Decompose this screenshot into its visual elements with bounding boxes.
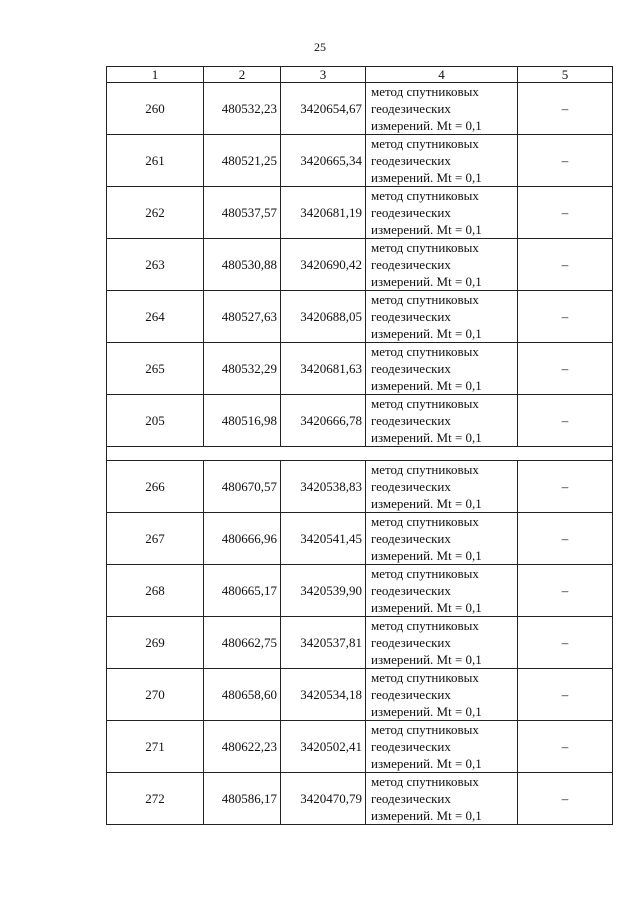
table-header-row — [107, 67, 613, 83]
method-cell: метод спутниковых геодезических измерений. Mt = 0,1 — [366, 83, 518, 135]
x-coordinate-cell: 480666,96 — [204, 513, 281, 565]
y-coordinate-cell: 3420539,90 — [281, 565, 366, 617]
y-coordinate-cell: 3420541,45 — [281, 513, 366, 565]
x-coordinate-cell: 480532,23 — [204, 83, 281, 135]
note-cell: – — [518, 565, 613, 617]
y-coordinate-cell: 3420681,19 — [281, 187, 366, 239]
x-coordinate-cell: 480532,29 — [204, 343, 281, 395]
y-coordinate-cell: 3420534,18 — [281, 669, 366, 721]
note-cell: – — [518, 773, 613, 825]
method-cell: метод спутниковых геодезических измерений. Mt = 0,1 — [366, 721, 518, 773]
point-number-cell: 266 — [107, 461, 204, 513]
point-number-cell: 272 — [107, 773, 204, 825]
coordinates-table — [106, 66, 613, 825]
y-coordinate-cell: 3420690,42 — [281, 239, 366, 291]
y-coordinate-cell: 3420665,34 — [281, 135, 366, 187]
table-row — [107, 721, 613, 773]
y-coordinate-cell: 3420681,63 — [281, 343, 366, 395]
x-coordinate-cell: 480516,98 — [204, 395, 281, 447]
point-number-cell: 271 — [107, 721, 204, 773]
method-cell: метод спутниковых геодезических измерений. Mt = 0,1 — [366, 239, 518, 291]
table-row — [107, 239, 613, 291]
point-number-cell: 267 — [107, 513, 204, 565]
note-cell: – — [518, 721, 613, 773]
table-row — [107, 187, 613, 239]
y-coordinate-cell: 3420666,78 — [281, 395, 366, 447]
point-number-cell: 264 — [107, 291, 204, 343]
method-cell: метод спутниковых геодезических измерений. Mt = 0,1 — [366, 395, 518, 447]
header-col-4: 4 — [366, 67, 518, 83]
method-cell: метод спутниковых геодезических измерений. Mt = 0,1 — [366, 291, 518, 343]
method-cell: метод спутниковых геодезических измерений. Mt = 0,1 — [366, 513, 518, 565]
x-coordinate-cell: 480622,23 — [204, 721, 281, 773]
method-cell: метод спутниковых геодезических измерений. Mt = 0,1 — [366, 617, 518, 669]
y-coordinate-cell: 3420538,83 — [281, 461, 366, 513]
table-row — [107, 461, 613, 513]
x-coordinate-cell: 480521,25 — [204, 135, 281, 187]
point-number-cell: 260 — [107, 83, 204, 135]
method-cell: метод спутниковых геодезических измерений. Mt = 0,1 — [366, 135, 518, 187]
header-col-5: 5 — [518, 67, 613, 83]
x-coordinate-cell: 480530,88 — [204, 239, 281, 291]
point-number-cell: 205 — [107, 395, 204, 447]
note-cell: – — [518, 669, 613, 721]
table-row — [107, 291, 613, 343]
y-coordinate-cell: 3420688,05 — [281, 291, 366, 343]
table-row — [107, 343, 613, 395]
point-number-cell: 270 — [107, 669, 204, 721]
point-number-cell: 265 — [107, 343, 204, 395]
table-row — [107, 773, 613, 825]
header-col-3: 3 — [281, 67, 366, 83]
note-cell: – — [518, 291, 613, 343]
table-row — [107, 565, 613, 617]
point-number-cell: 263 — [107, 239, 204, 291]
x-coordinate-cell: 480670,57 — [204, 461, 281, 513]
x-coordinate-cell: 480527,63 — [204, 291, 281, 343]
header-col-2: 2 — [204, 67, 281, 83]
method-cell: метод спутниковых геодезических измерений. Mt = 0,1 — [366, 773, 518, 825]
note-cell: – — [518, 135, 613, 187]
x-coordinate-cell: 480658,60 — [204, 669, 281, 721]
group-separator-row — [107, 447, 613, 461]
table-row — [107, 135, 613, 187]
note-cell: – — [518, 83, 613, 135]
note-cell: – — [518, 461, 613, 513]
header-col-1: 1 — [107, 67, 204, 83]
table-row — [107, 83, 613, 135]
x-coordinate-cell: 480586,17 — [204, 773, 281, 825]
table-row — [107, 395, 613, 447]
note-cell: – — [518, 187, 613, 239]
note-cell: – — [518, 343, 613, 395]
x-coordinate-cell: 480537,57 — [204, 187, 281, 239]
x-coordinate-cell: 480665,17 — [204, 565, 281, 617]
separator-cell — [107, 447, 613, 461]
y-coordinate-cell: 3420654,67 — [281, 83, 366, 135]
method-cell: метод спутниковых геодезических измерений. Mt = 0,1 — [366, 187, 518, 239]
y-coordinate-cell: 3420537,81 — [281, 617, 366, 669]
point-number-cell: 269 — [107, 617, 204, 669]
note-cell: – — [518, 395, 613, 447]
method-cell: метод спутниковых геодезических измерений. Mt = 0,1 — [366, 343, 518, 395]
note-cell: – — [518, 239, 613, 291]
x-coordinate-cell: 480662,75 — [204, 617, 281, 669]
table-row — [107, 617, 613, 669]
y-coordinate-cell: 3420470,79 — [281, 773, 366, 825]
point-number-cell: 268 — [107, 565, 204, 617]
page-number: 25 — [314, 40, 326, 54]
point-number-cell: 261 — [107, 135, 204, 187]
table-row — [107, 669, 613, 721]
note-cell: – — [518, 513, 613, 565]
point-number-cell: 262 — [107, 187, 204, 239]
y-coordinate-cell: 3420502,41 — [281, 721, 366, 773]
method-cell: метод спутниковых геодезических измерений. Mt = 0,1 — [366, 565, 518, 617]
method-cell: метод спутниковых геодезических измерений. Mt = 0,1 — [366, 669, 518, 721]
note-cell: – — [518, 617, 613, 669]
method-cell: метод спутниковых геодезических измерений. Mt = 0,1 — [366, 461, 518, 513]
table-row — [107, 513, 613, 565]
